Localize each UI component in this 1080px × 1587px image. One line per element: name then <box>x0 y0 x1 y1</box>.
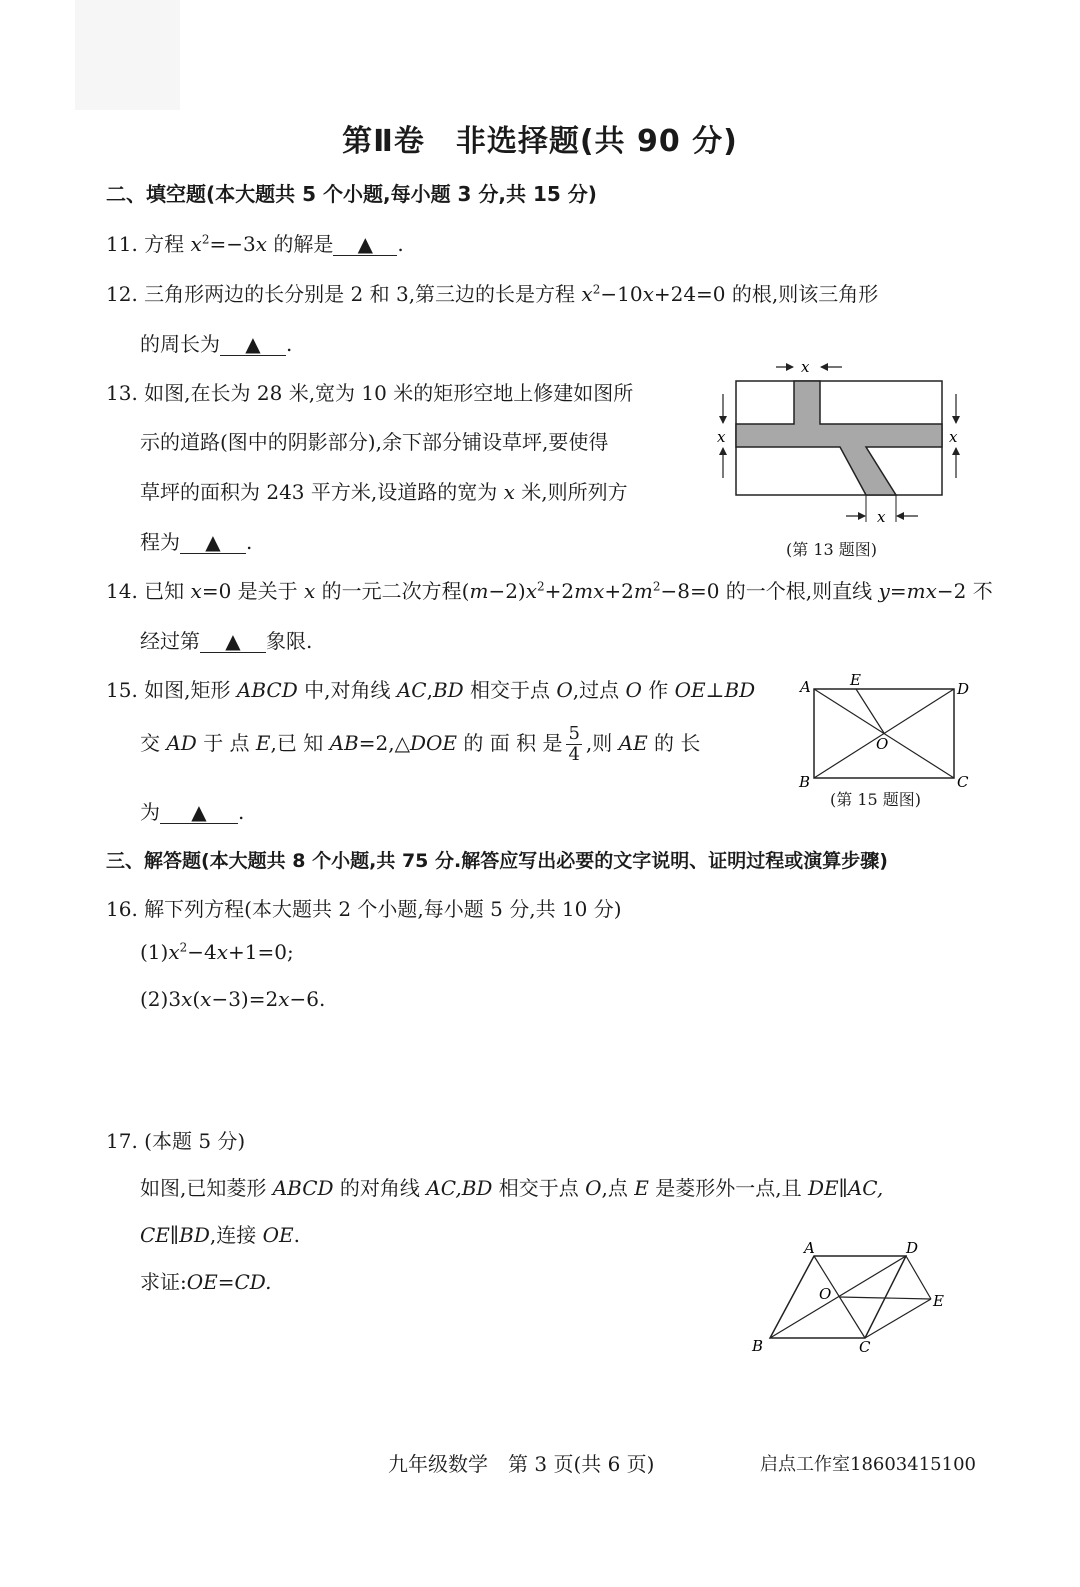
question-17-line1: 如图,已知菱形 ABCD 的对角线 AC,BD 相交于点 O,点 E 是菱形外一点,且 DE∥AC, <box>140 1176 884 1200</box>
svg-text:A: A <box>800 678 811 696</box>
question-11: 11. 方程 $x^2=-3x$ 的解是 ▲ . <box>106 232 404 256</box>
fraction: $\frac{5}{4}$ <box>568 723 580 765</box>
answer-blank[interactable]: ▲ <box>200 630 266 653</box>
svg-text:D: D <box>957 680 970 698</box>
corner-smudge <box>75 0 180 110</box>
question-14-line2: 经过第 ▲ 象限. <box>140 629 313 653</box>
svg-text:A: A <box>804 1239 815 1257</box>
question-17: 17. (本题 5 分) <box>106 1129 246 1153</box>
question-13-line4: 程为 ▲ . <box>140 530 253 554</box>
question-13: 13. 如图,在长为 28 米,宽为 10 米的矩形空地上修建如图所 <box>106 381 634 405</box>
q17-number: 17. <box>106 1129 138 1153</box>
width-label-left: x <box>717 428 726 446</box>
width-label-bottom: x <box>877 508 886 526</box>
section-2-heading: 二、填空题(本大题共 5 个小题,每小题 3 分,共 15 分) <box>106 182 597 206</box>
width-label-right: x <box>949 428 958 446</box>
width-label-top: x <box>801 358 810 376</box>
question-12: 12. 三角形两边的长分别是 2 和 3,第三边的长是方程 $x^2-10x+24=0$ 的根,则该三角形 <box>106 282 879 306</box>
svg-text:E: E <box>933 1292 944 1310</box>
q16-number: 16. <box>106 897 138 921</box>
question-15-line2: 交 AD 于 点 E,已 知 AB=2,△DOE 的 面 积 是 $\frac{5}{4}$ ,则 AE 的 长 <box>140 723 701 765</box>
question-13-line3: 草坪的面积为 243 平方米,设道路的宽为 x 米,则所列方 <box>140 480 628 504</box>
q15-caption: (第 15 题图) <box>830 790 922 809</box>
question-16-part2: (2)3x(x−3)=2x−6. <box>140 987 326 1011</box>
page-footer: 九年级数学 第 3 页(共 6 页) <box>388 1452 655 1476</box>
page-title: 第Ⅱ卷 非选择题(共 90 分) <box>342 124 738 159</box>
q14-number: 14. <box>106 579 138 603</box>
section-3-heading: 三、解答题(本大题共 8 个小题,共 75 分.解答应写出必要的文字说明、证明过程或演算步骤) <box>106 850 888 872</box>
answer-blank[interactable]: ▲ <box>333 233 397 256</box>
question-14: 14. 已知 x=0 是关于 x 的一元二次方程$(m-2)x^2+2mx+2m^2-8=0$ 的一个根,则直线 y=mx−2 不 <box>106 579 993 603</box>
answer-blank[interactable]: ▲ <box>160 801 238 824</box>
svg-text:O: O <box>876 735 889 753</box>
footer-studio-contact: 启点工作室18603415100 <box>760 1454 976 1475</box>
q11-number: 11. <box>106 232 138 256</box>
answer-blank[interactable]: ▲ <box>180 531 246 554</box>
question-17-line2: CE∥BD,连接 OE. <box>140 1223 300 1247</box>
q12-number: 12. <box>106 282 138 306</box>
svg-text:B: B <box>752 1337 764 1355</box>
q17-figure <box>745 1238 955 1360</box>
question-16-part1: $(1)x^2-4x+1=0$; <box>140 940 294 964</box>
svg-text:O: O <box>819 1285 832 1303</box>
svg-text:C: C <box>859 1338 871 1356</box>
question-15-line3: 为 ▲ . <box>140 800 245 824</box>
q13-figure <box>700 350 980 540</box>
q15-figure <box>790 670 980 795</box>
question-16: 16. 解下列方程(本大题共 2 个小题,每小题 5 分,共 10 分) <box>106 897 622 921</box>
question-13-line2: 示的道路(图中的阴影部分),余下部分铺设草坪,要使得 <box>140 430 609 454</box>
question-12-line2: 的周长为 ▲ . <box>140 332 293 356</box>
svg-text:B: B <box>799 773 811 791</box>
question-15: 15. 如图,矩形 ABCD 中,对角线 AC,BD 相交于点 O,过点 O 作 OE⊥BD <box>106 678 756 702</box>
svg-text:C: C <box>957 773 969 791</box>
answer-blank[interactable]: ▲ <box>220 333 286 356</box>
segment-OE <box>856 689 884 733</box>
svg-text:D: D <box>906 1239 919 1257</box>
segment-DE <box>906 1256 931 1299</box>
q13-caption: (第 13 题图) <box>786 540 878 559</box>
svg-text:E: E <box>850 671 861 689</box>
q13-number: 13. <box>106 381 138 405</box>
q15-number: 15. <box>106 678 138 702</box>
question-17-line3: 求证:OE=CD. <box>140 1270 272 1294</box>
